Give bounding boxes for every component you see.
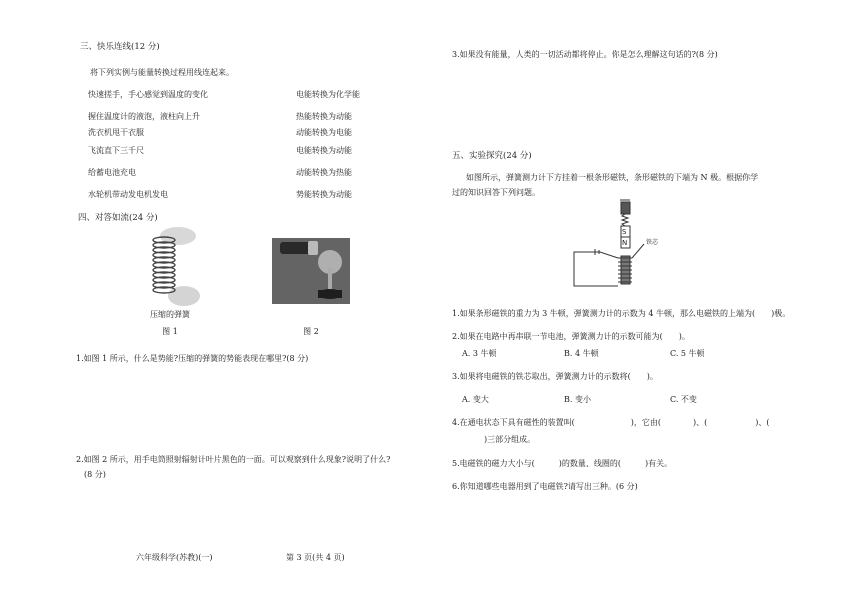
figure2-label: 图 2	[303, 327, 319, 336]
option-c: C. 5 牛顿	[670, 349, 705, 358]
intro-line: 如图所示，弹簧测力计下方挂着一根条形磁铁，条形磁铁的下端为 N 极。根据你学	[466, 173, 759, 182]
match-right-item: 动能转换为热能	[296, 168, 352, 177]
question-3: 3.如果没有能量，人类的一切活动都将停止。你是怎么理解这句话的?(8 分)	[452, 50, 718, 59]
footer-subject: 六年级科学(苏教)(一)	[136, 553, 213, 562]
match-left-item: 洗衣机甩干衣服	[88, 128, 144, 137]
match-right-item: 热能转换为动能	[296, 112, 352, 121]
experiment-question-4: 4.在通电状态下具有磁性的装置叫( )，它由( )、( )、(	[452, 418, 770, 427]
diagram-label-s: S	[622, 228, 627, 236]
match-right-item: 动能转换为电能	[296, 128, 352, 137]
figure1-label: 图 1	[162, 327, 178, 336]
option-b: B. 4 牛顿	[564, 349, 599, 358]
diagram-label-n: N	[622, 239, 628, 247]
section4-title: 四、对答如流(24 分)	[78, 213, 158, 223]
match-left-item: 水轮机带动发电机发电	[88, 190, 168, 199]
match-left-item: 握住温度计的液泡，液柱向上升	[88, 112, 200, 121]
match-left-item: 飞流直下三千尺	[88, 146, 144, 155]
experiment-question-5: 5.电磁铁的磁力大小与( )的数量、线圈的( )有关。	[452, 459, 673, 468]
question-2: 2.如图 2 所示，用手电筒照射辐射计叶片黑色的一面。可以观察到什么现象?说明了什么?	[76, 455, 391, 464]
match-left-item: 给蓄电池充电	[88, 168, 136, 177]
compressed-spring-photo	[140, 226, 200, 306]
radiometer-photo	[272, 238, 350, 304]
match-right-item: 电能转换为化学能	[296, 90, 360, 99]
match-right-item: 电能转换为动能	[296, 146, 352, 155]
diagram-label-core: 铁芯	[646, 239, 659, 246]
section3-title: 三、快乐连线(12 分)	[80, 42, 160, 52]
intro-line: 过的知识回答下列问题。	[452, 188, 540, 197]
option-a: A. 变大	[462, 395, 489, 404]
figure1-caption: 压缩的弹簧	[150, 310, 190, 319]
section3-instruction: 将下列实例与能量转换过程用线连起来。	[90, 68, 234, 77]
electromagnet-diagram	[570, 198, 670, 290]
experiment-question-4-cont: )三部分组成。	[452, 435, 536, 444]
experiment-question-1: 1.如果条形磁铁的重力为 3 牛顿，弹簧测力计的示数为 4 牛顿，那么电磁铁的上端为( )极。	[452, 309, 791, 318]
question-2-points: (8 分)	[84, 470, 106, 479]
match-right-item: 势能转换为动能	[296, 190, 352, 199]
question-1: 1.如图 1 所示，什么是势能?压缩的弹簧的势能表现在哪里?(8 分)	[76, 354, 309, 363]
experiment-question-3: 3.如果将电磁铁的铁芯取出，弹簧测力计的示数将( )。	[452, 372, 658, 381]
experiment-question-2: 2.如果在电路中再串联一节电池，弹簧测力计的示数可能为( )。	[452, 332, 690, 341]
experiment-question-6: 6.你知道哪些电器用到了电磁铁?请写出三种。(6 分)	[452, 482, 638, 491]
option-a: A. 3 牛顿	[462, 349, 497, 358]
option-c: C. 不变	[670, 395, 697, 404]
footer-page-number: 第 3 页(共 4 页)	[286, 553, 345, 562]
section5-title: 五、实验探究(24 分)	[452, 151, 532, 161]
match-left-item: 快速搓手，手心感觉到温度的变化	[88, 90, 208, 99]
option-b: B. 变小	[564, 395, 591, 404]
